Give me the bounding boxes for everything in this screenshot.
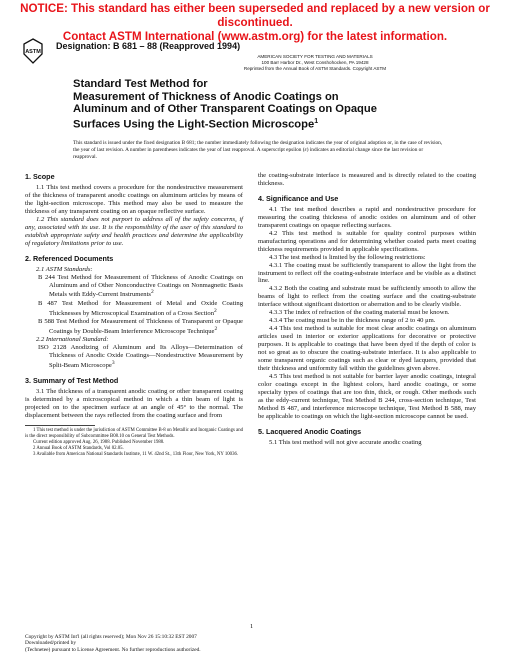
section-heading-lacquered: 5. Lacquered Anodic Coatings — [258, 426, 362, 436]
title-line-2: Measurement of Thickness of Anodic Coatings on — [73, 90, 339, 103]
section-heading-referenced-documents: 2. Referenced Documents — [25, 253, 114, 263]
supersede-notice — [0, 2, 510, 44]
footnote-mark: 2 — [214, 307, 217, 314]
title-line-4-text: Surfaces Using the Light-Section Microscope — [73, 118, 315, 131]
copyright-footer — [25, 634, 201, 653]
copyright-line-3: (Technetee) pursuant to License Agreement. No further reproductions authorized. — [25, 646, 201, 653]
society-address: 100 Barr Harbor Dr., West Conshohocken, PA 19428 — [261, 60, 369, 65]
notice-line-2: Contact ASTM International (www.astm.org) for the latest information. — [62, 30, 448, 43]
right-column — [258, 172, 476, 447]
reference-b244 — [25, 274, 243, 300]
reference-b244-text: B 244 Test Method for Measurement of Thickness of Anodic Coatings on Aluminum and of Other Nonconductive Coatings on Nonmagnetic Basis Metals with Eddy-Current Instruments — [38, 273, 243, 299]
footnote-3: 3 Available from American National Standards Institute, 11 W. 42nd St., 13th Floor, New York, NY 10036. — [33, 451, 239, 457]
paragraph-4-1: 4.1 The test method describes a rapid and nondestructive procedure for measuring the coating thickness of anodic oxides on aluminum and of other transparent coatings on opaque reflecting surfaces. — [258, 205, 476, 229]
paragraph-4-2: 4.2 This test method is suitable for quality control purposes within manufacturing operations and for determining whether coated parts meet coating thickness requirements provided in applicable specifications. — [258, 229, 476, 253]
designation-intro: This standard is issued under the fixed designation B 681; the number immediately following the designation indicates the year of original adoption or, in the case of revision, the year of last revision. A number in parentheses indicates the year of last reapproval. A superscript epsilon (ε) indicates an editorial change since the last revision or reapproval. — [73, 140, 443, 160]
footnote-divider — [25, 425, 95, 426]
footnote-1: 1 This test method is under the jurisdiction of ASTM Committee B-8 on Metallic and Inorganic Coatings and is the direct responsibility of Subcommittee B08.10 on General Test Methods. — [25, 427, 243, 439]
footnote-mark: 2 — [214, 325, 218, 332]
paragraph-2-1: 2.1 ASTM Standards: — [36, 265, 93, 273]
paragraph-3-1-continued: the coating-substrate interface is measured and is directly related to the coating thickness. — [258, 172, 476, 187]
astm-logo-icon — [23, 38, 43, 64]
reference-iso2128 — [25, 344, 243, 370]
footnotes — [25, 428, 243, 458]
svg-text:ASTM: ASTM — [25, 49, 41, 55]
copyright-line-2: Downloaded/printed by — [25, 640, 77, 647]
paragraph-2-2: 2.2 International Standard: — [36, 335, 109, 343]
paragraph-4-3-3: 4.3.3 The index of refraction of the coating material must be known. — [269, 309, 450, 317]
title-line-3: Aluminum and of Other Transparent Coatings on Opaque — [73, 103, 377, 116]
footnote-mark: 2 — [151, 289, 154, 296]
reference-b487 — [25, 300, 243, 318]
society-name: AMERICAN SOCIETY FOR TESTING AND MATERIALS — [257, 54, 373, 59]
reference-b588 — [25, 318, 243, 336]
footnote-mark: 3 — [111, 359, 115, 366]
paragraph-1-1: 1.1 This test method covers a procedure for the nondestructive measurement of the thickness of transparent anodic coatings on aluminum articles by means of the light-section microscope. This method may also be used to measure the thickness of any transparent coating on an opaque reflective surface. — [25, 184, 243, 215]
reprint-note: Reprinted from the Annual Book of ASTM Standards. Copyright ASTM — [243, 66, 387, 71]
paragraph-4-3-1: 4.3.1 The coating must be sufficiently transparent to allow the light from the instrument to reflect off the coating-substrate interface and be visible as a distinct line. — [258, 261, 476, 285]
paragraph-4-5: 4.5 This test method is not suitable for barrier layer anodic coatings, integral color coatings except in the lightest colors, hard anodic coatings, or some specialty types of coatings that are too thin, thick, or rough. Other methods such as the eddy-current technique, Test Method B 244, cross-section technique, Test Method B 487, and interference microscope technique, Test Method B 588, may be applicable to coatings on which the light-section microscope cannot be used. — [258, 372, 476, 420]
publisher-info — [160, 54, 470, 72]
footnote-2: 2 Annual Book of ASTM Standards, Vol 02.05. — [33, 445, 124, 451]
notice-line-1: NOTICE: This standard has either been superseded and replaced by a new version or discontinued. — [20, 2, 490, 29]
document-title — [73, 78, 453, 131]
left-column — [25, 172, 243, 458]
paragraph-4-3-4: 4.3.4 The coating must be in the thickness range of 2 to 40 μm. — [269, 317, 436, 325]
designation: Designation: B 681 – 88 (Reapproved 1994) — [56, 41, 241, 51]
paragraph-5-1: 5.1 This test method will not give accurate anodic coating — [269, 438, 422, 446]
reference-b588-text: B 588 Test Method for Measurement of Thickness of Transparent or Opaque Coatings by Double-Beam Interference Microscope Technique — [38, 317, 243, 335]
paragraph-4-4: 4.4 This test method is suitable for most clear anodic coatings on aluminum articles used in interior or exterior applications for decorative or protective purposes. It is applicable to coatings that have been dyed if the depth of color is not so great as to obscure the coating-substrate interface. It is also applicable to some transparent organic coatings such as clear or dyed lacquers, provided that their thickness and uniformity fall within the guidelines given above. — [258, 325, 476, 372]
title-footnote-mark: 1 — [314, 117, 319, 125]
section-heading-scope: 1. Scope — [25, 172, 55, 181]
reference-iso2128-text: ISO 2128 Anodizing of Aluminum and Its Alloys—Determination of Thickness of Anodic Oxide Coatings—Nondestructive Measurement by Split-Beam Microscope — [38, 343, 243, 369]
paragraph-3-1: 3.1 The thickness of a transparent anodic coating or other transparent coating is determined by a microscopical method in which a thin beam of light is projected on to the specimen surface at an angle of 45° to the normal. The displacement between the rays reflected from the coating surface and from — [25, 387, 243, 419]
title-line-4 — [73, 116, 453, 131]
paragraph-1-2: 1.2 This standard does not purport to address all of the safety concerns, if any, associated with its use. It is the responsibility of the user of this standard to establish appropriate safety and health practices and determine the applicability of regulatory limitations prior to use. — [25, 215, 243, 247]
paragraph-4-3-2: 4.3.2 Both the coating and substrate must be sufficiently smooth to allow the beams of light to reflect from the coating surface and the coating-substrate interface without significant distortion or aberration and to be clearly visible. — [258, 285, 476, 309]
reference-b487-text: B 487 Test Method for Measurement of Metal and Oxide Coating Thicknesses by Microscopical Examination of a Cross Section — [38, 299, 243, 317]
section-heading-summary: 3. Summary of Test Method — [25, 375, 119, 385]
page-number: 1 — [250, 623, 254, 630]
paragraph-4-3: 4.3 The test method is limited by the following restrictions: — [269, 253, 426, 261]
title-line-1: Standard Test Method for — [73, 78, 208, 90]
copyright-line-1: Copyright by ASTM Int'l (all rights reserved); Mon Nov 26 15:10:32 EST 2007 — [25, 634, 197, 640]
footnote-1-edition: Current edition approved Aug. 26, 1988. Published November 1988. — [33, 439, 165, 445]
section-heading-significance: 4. Significance and Use — [258, 193, 339, 203]
